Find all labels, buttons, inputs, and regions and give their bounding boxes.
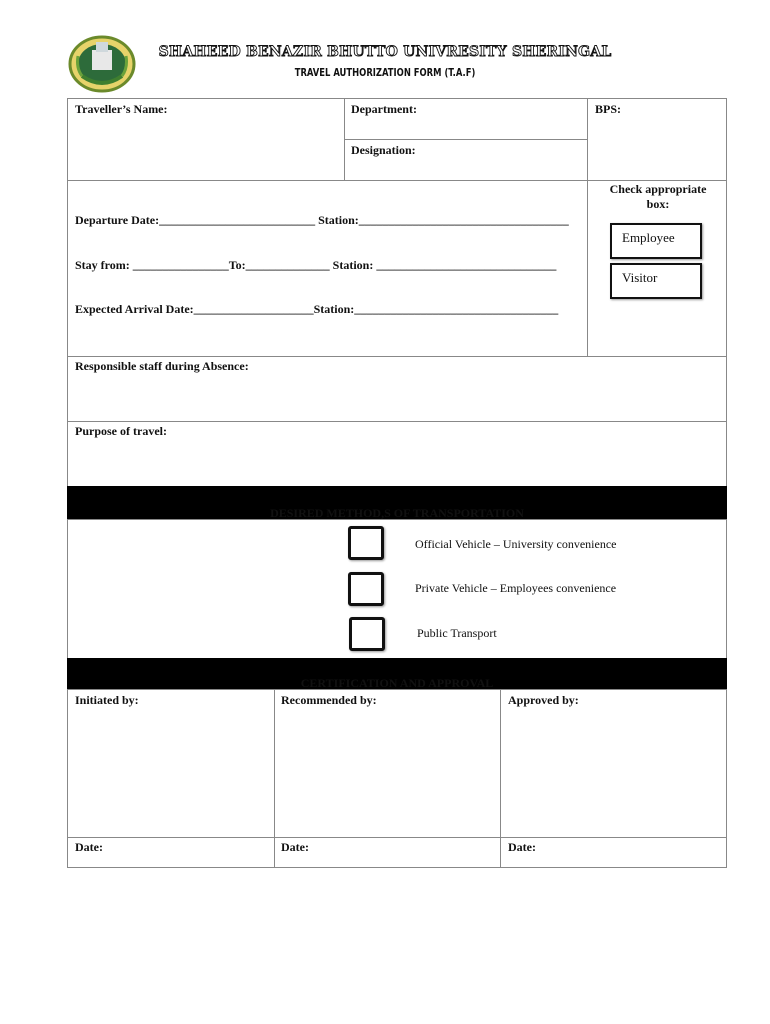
date-label: Date: (281, 840, 309, 854)
visitor-option[interactable]: Visitor (610, 263, 702, 299)
traveller-type-section (587, 180, 727, 357)
initiated-by-field[interactable] (67, 689, 275, 838)
public-transport-label: Public Transport (417, 626, 497, 640)
approved-by-label: Approved by: (508, 693, 579, 707)
bps-field[interactable] (587, 98, 727, 181)
traveller-name-field[interactable] (67, 98, 345, 181)
recommended-date-field[interactable] (274, 837, 501, 868)
travel-details-section (67, 180, 588, 357)
arrival-line[interactable]: Expected Arrival Date:____________________Station:__________________________________ (75, 302, 559, 316)
approved-by-field[interactable] (500, 689, 727, 838)
university-name: SHAHEED BENAZIR BHUTTO UNIVRESITY SHERINGAL (158, 44, 612, 60)
transport-heading: DESIRED METHOD,S OF TRANSPORTATION (270, 506, 524, 520)
university-seal-icon (68, 34, 136, 94)
private-vehicle-checkbox[interactable] (348, 572, 384, 606)
purpose-label: Purpose of travel: (75, 424, 167, 438)
official-vehicle-checkbox[interactable] (348, 526, 384, 560)
official-vehicle-label: Official Vehicle – University convenience (415, 537, 617, 551)
date-label: Date: (75, 840, 103, 854)
transport-section (67, 519, 727, 659)
form-title: TRAVEL AUTHORIZATION FORM (T.A.F) (294, 66, 476, 79)
check-box-label: Check appropriate box: (609, 182, 707, 211)
department-field[interactable] (344, 98, 588, 140)
initiated-by-label: Initiated by: (75, 693, 139, 707)
purpose-field[interactable] (67, 421, 727, 487)
department-label: Department: (351, 102, 417, 116)
responsible-staff-field[interactable] (67, 356, 727, 422)
bps-label: BPS: (595, 102, 622, 116)
private-vehicle-label: Private Vehicle – Employees convenience (415, 581, 617, 595)
public-transport-checkbox[interactable] (349, 617, 385, 651)
date-label: Date: (508, 840, 536, 854)
responsible-staff-label: Responsible staff during Absence: (75, 359, 249, 373)
traveller-name-label: Traveller’s Name: (75, 102, 168, 116)
approved-date-field[interactable] (500, 837, 727, 868)
designation-label: Designation: (351, 143, 416, 157)
recommended-by-field[interactable] (274, 689, 501, 838)
employee-option[interactable]: Employee (610, 223, 702, 259)
recommended-by-label: Recommended by: (281, 693, 377, 707)
certification-heading: CERTIFICATION AND APPROVAL (300, 676, 494, 690)
initiated-date-field[interactable] (67, 837, 275, 868)
stay-line[interactable]: Stay from: ________________To:______________ Station: ______________________________ (75, 258, 557, 272)
designation-field[interactable] (344, 139, 588, 181)
departure-line[interactable]: Departure Date:__________________________ Station:___________________________________ (75, 213, 569, 227)
